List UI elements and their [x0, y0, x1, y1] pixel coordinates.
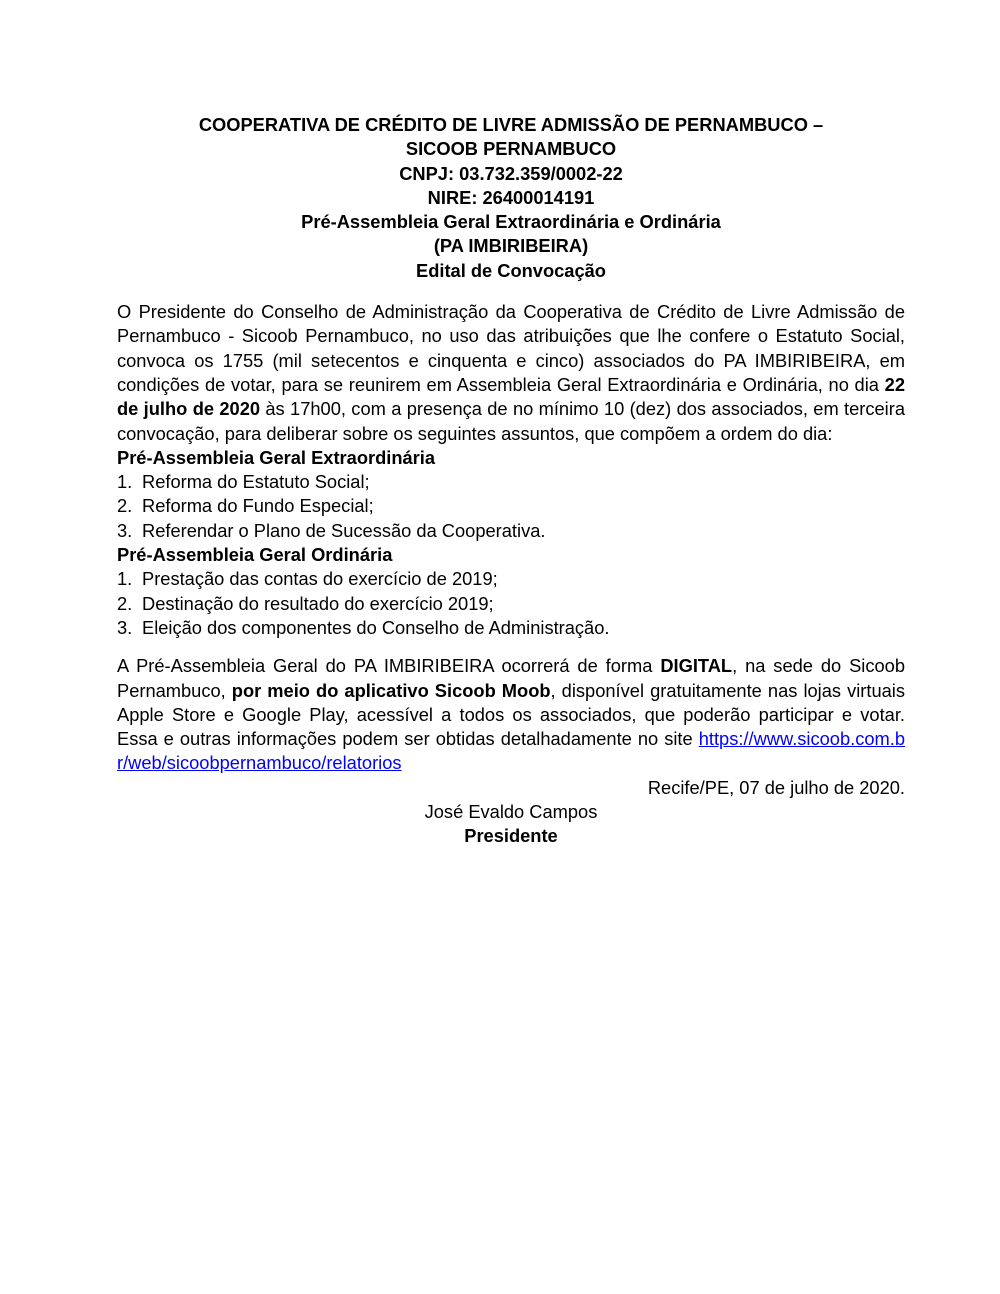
list-item-text: Reforma do Estatuto Social;: [142, 471, 370, 493]
list-item: [117, 592, 905, 616]
digital-bold: DIGITAL: [660, 655, 733, 677]
list-item-number: 1.: [117, 471, 133, 493]
cooperative-name-line1: COOPERATIVA DE CRÉDITO DE LIVRE ADMISSÃO DE PERNAMBUCO –: [198, 114, 824, 135]
paragraph1-text-start: O Presidente do Conselho de Administração da Cooperativa de Crédito de Livre Admissão de Pernambuco - Sicoob Pernambuco, no uso das atribuições que lhe confere o Estatuto Social, convoca os 1755 (mil setecentos e cinquenta e cinco) associados do PA IMBIRIBEIRA, em condições de votar, para se reunirem em Assembleia Geral Extraordinária e Ordinária, no dia: [117, 301, 905, 395]
list-item: [117, 567, 905, 591]
place-date-line: Recife/PE, 07 de julho de 2020.: [647, 776, 905, 798]
list-item-number: 2.: [117, 592, 133, 614]
signatory-role: Presidente: [464, 825, 558, 847]
assembly-date-bold: 22 de julho de 2020: [117, 373, 905, 420]
list-item: [117, 519, 905, 543]
list-item-text: Destinação do resultado do exercício 2019;: [142, 592, 494, 614]
list-item-text: Reforma do Fundo Especial;: [142, 495, 374, 517]
list-item: [117, 470, 905, 494]
list-item-number: 1.: [117, 568, 133, 590]
assembly-title-line: Pré-Assembleia Geral Extraordinária e Ordinária: [301, 211, 721, 233]
paragraph2-text-3: , disponível gratuitamente nas lojas virtuais Apple Store e Google Play, acessível a todos os associados, que poderão participar e votar. Essa e outras informações podem ser obtidas detalhadamente no site: [117, 679, 906, 750]
edital-title: Edital de Convocação: [416, 259, 606, 281]
list-item-text: Referendar o Plano de Sucessão da Cooperativa.: [142, 519, 546, 541]
agenda-extraordinaria-title: Pré-Assembleia Geral Extraordinária: [117, 446, 436, 468]
signatory-name: José Evaldo Campos: [424, 801, 598, 823]
list-item-number: 3.: [117, 519, 133, 541]
list-item: [117, 494, 905, 518]
paragraph2-text-2: , na sede do Sicoob Pernambuco,: [117, 655, 905, 701]
digital-info-paragraph: [117, 654, 905, 775]
letterhead: [117, 113, 905, 210]
convocation-paragraph: [117, 300, 905, 446]
assembly-subtitle: [117, 210, 905, 259]
list-item-text: Prestação das contas do exercício de 2019;: [142, 568, 498, 590]
list-item: [117, 616, 905, 640]
sicoob-moob-bold: por meio do aplicativo Sicoob Moob: [231, 679, 551, 701]
list-item-text: Eleição dos componentes do Conselho de Administração.: [142, 616, 610, 638]
agenda-ordinaria: [117, 543, 905, 640]
agenda-extraordinaria: [117, 446, 905, 543]
assembly-pa-line: (PA IMBIRIBEIRA): [433, 235, 589, 257]
paragraph2-text-1: A Pré-Assembleia Geral do PA IMBIRIBEIRA ocorrerá de forma: [117, 655, 661, 677]
signature-block: [117, 800, 905, 849]
list-item-number: 2.: [117, 495, 133, 517]
sicoob-relatorios-link[interactable]: https://www.sicoob.com.br/web/sicoobpernambuco/relatorios: [117, 728, 905, 774]
cooperative-name-line2: SICOOB PERNAMBUCO: [405, 138, 617, 160]
nire-line: NIRE: 26400014191: [427, 186, 595, 208]
agenda-ordinaria-title: Pré-Assembleia Geral Ordinária: [117, 544, 393, 566]
paragraph1-text-end: às 17h00, com a presença de no mínimo 10 (dez) dos associados, em terceira convocação, para deliberar sobre os seguintes assuntos, que compõem a ordem do dia:: [117, 398, 905, 444]
list-item-number: 3.: [117, 616, 133, 638]
cnpj-line: CNPJ: 03.732.359/0002-22: [399, 162, 623, 184]
